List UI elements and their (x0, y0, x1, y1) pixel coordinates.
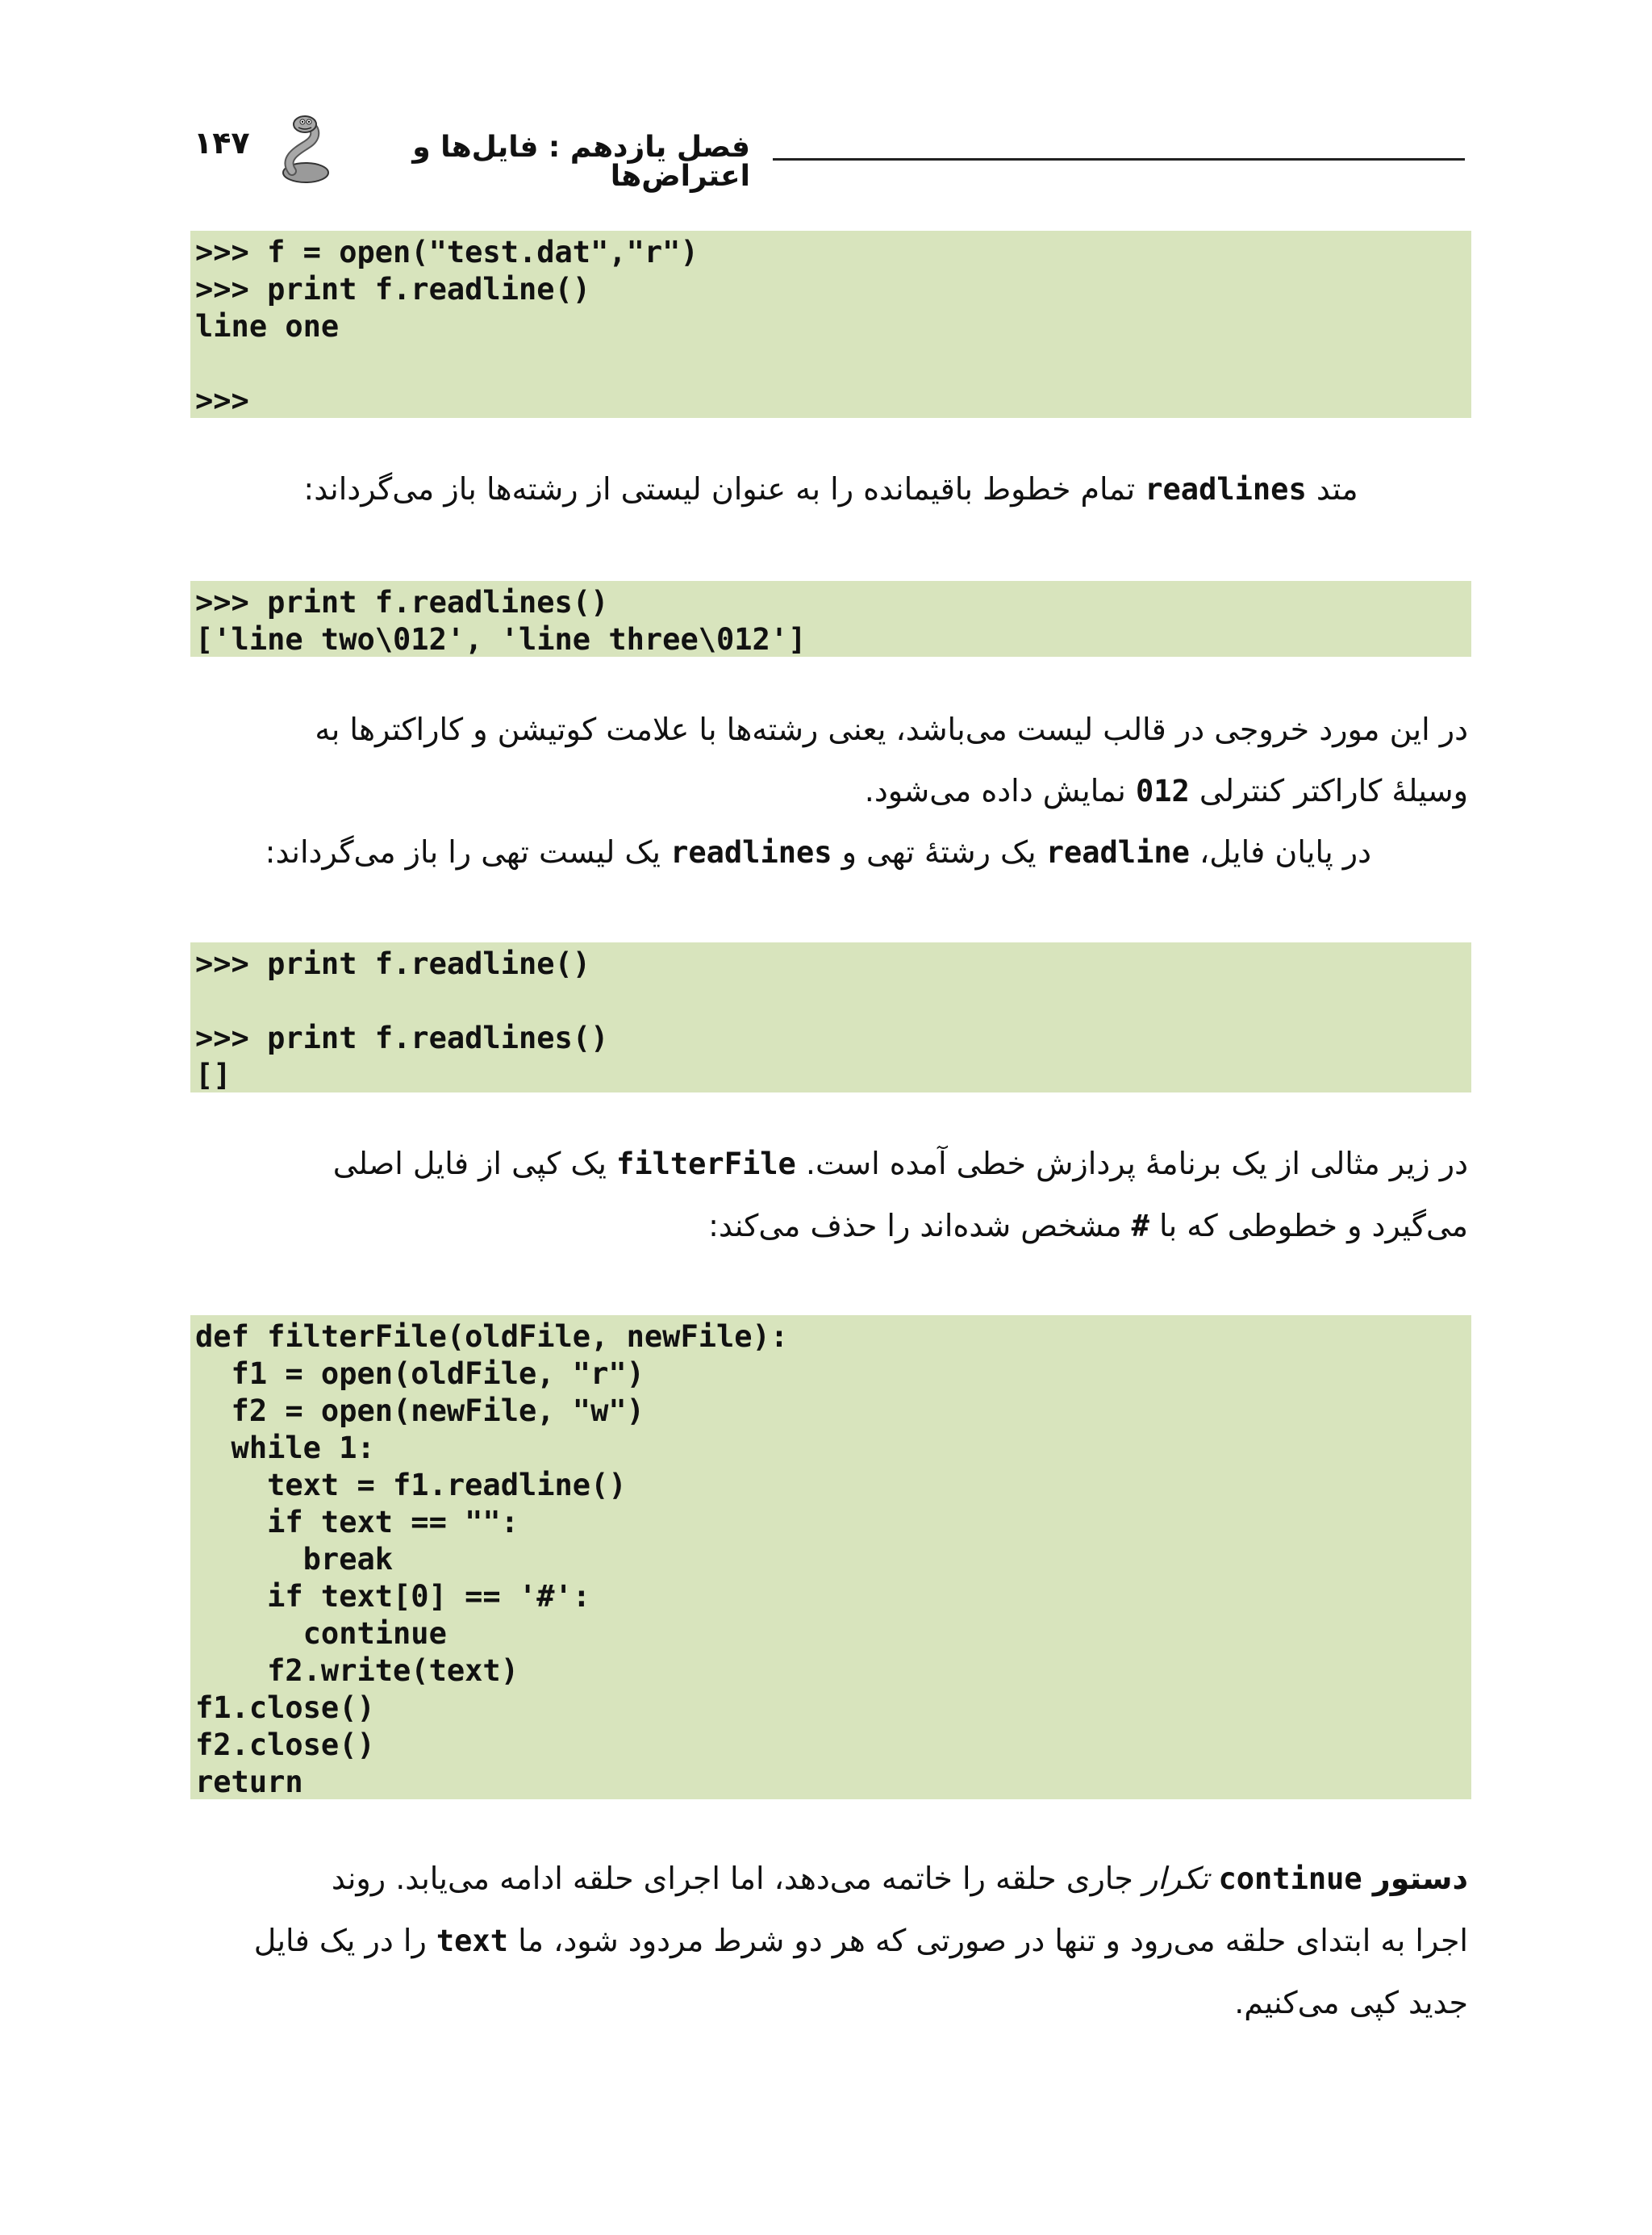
paragraph-line: جدید کپی می‌کنیم. (1234, 1985, 1468, 2020)
text-run: جاری حلقه را خاتمه می‌دهد، اما اجرای حلقه ادامه می‌یابد. روند (331, 1861, 1143, 1896)
text-run: نمایش داده می‌شود. (864, 773, 1136, 808)
text-run: می‌گیرد و خطوطی که با (1149, 1208, 1468, 1243)
text-run: اجرا به ابتدای حلقه می‌رود و تنها در صورتی که هر دو شرط مردود شود، ما (507, 1923, 1468, 1958)
code-block-3: >>> print f.readline() >>> print f.readlines() [] (190, 942, 1471, 1092)
header-rule (773, 158, 1465, 161)
code-block-2: >>> print f.readlines() ['line two\012', 'line three\012'] (190, 581, 1471, 657)
paragraph-continue-explanation (194, 1848, 1468, 2033)
paragraph-end-of-file (194, 821, 1468, 884)
text-run: را در یک فایل (253, 1923, 436, 1958)
paragraph-line (194, 1910, 1468, 1972)
text-run: وسیلهٔ کاراکتر کنترلی (1189, 773, 1468, 808)
chapter-title: فصل یازدهم : فایل‌ها و اعتراض‌ها (412, 131, 750, 193)
page-number: ۱۴۷ (194, 125, 250, 161)
paragraph-filterfile-intro (194, 1133, 1468, 1257)
code-block-1: >>> f = open("test.dat","r") >>> print f.readline() line one >>> (190, 231, 1471, 418)
text-run: متد (1306, 471, 1358, 507)
paragraph-line (194, 821, 1371, 884)
paragraph-readlines-intro (194, 458, 1468, 520)
text-run: یک لیست تهی را باز می‌گرداند: (265, 834, 671, 870)
inline-code: 012 (1135, 774, 1190, 808)
text-run: دستور (1362, 1861, 1468, 1896)
paragraph-line (194, 1133, 1468, 1195)
inline-code: filterFile (616, 1147, 796, 1181)
text-run: تکرار (1142, 1861, 1219, 1896)
text-run: مشخص شده‌اند را حذف می‌کند: (708, 1208, 1132, 1243)
text-run: در زیر مثالی از یک برنامهٔ پردازش خطی آمده است. (795, 1146, 1468, 1181)
paragraph-line: در این مورد خروجی در قالب لیست می‌باشد، یعنی رشته‌ها با علامت کوتیشن و کاراکترها به (315, 712, 1468, 747)
inline-code: readlines (1145, 472, 1307, 507)
paragraph-line (194, 760, 1468, 822)
paragraph-output-explanation (194, 699, 1468, 822)
inline-code: readlines (670, 835, 832, 870)
inline-code: # (1131, 1209, 1149, 1243)
snake-mascot-icon (276, 113, 336, 187)
text-run: یک کپی از فایل اصلی (332, 1146, 617, 1181)
page-header (0, 0, 1652, 194)
paragraph-line (194, 1848, 1468, 1910)
inline-code: readline (1045, 835, 1190, 870)
inline-code: continue (1218, 1861, 1362, 1896)
text-run: در پایان فایل، (1189, 834, 1371, 870)
inline-code: text (436, 1924, 508, 1958)
paragraph-line (194, 458, 1468, 520)
paragraph-line (194, 1195, 1468, 1257)
text-run: یک رشتهٔ تهی و (832, 834, 1046, 870)
text-run: تمام خطوط باقیمانده را به عنوان لیستی از رشته‌ها باز می‌گرداند: (303, 471, 1145, 507)
code-block-4: def filterFile(oldFile, newFile): f1 = open(oldFile, "r") f2 = open(newFile, "w") while 1: text = f1.readline() if text == "": break if text[0] == '#': continue f2.write(text) f1.close() f2.close() return (190, 1315, 1471, 1799)
